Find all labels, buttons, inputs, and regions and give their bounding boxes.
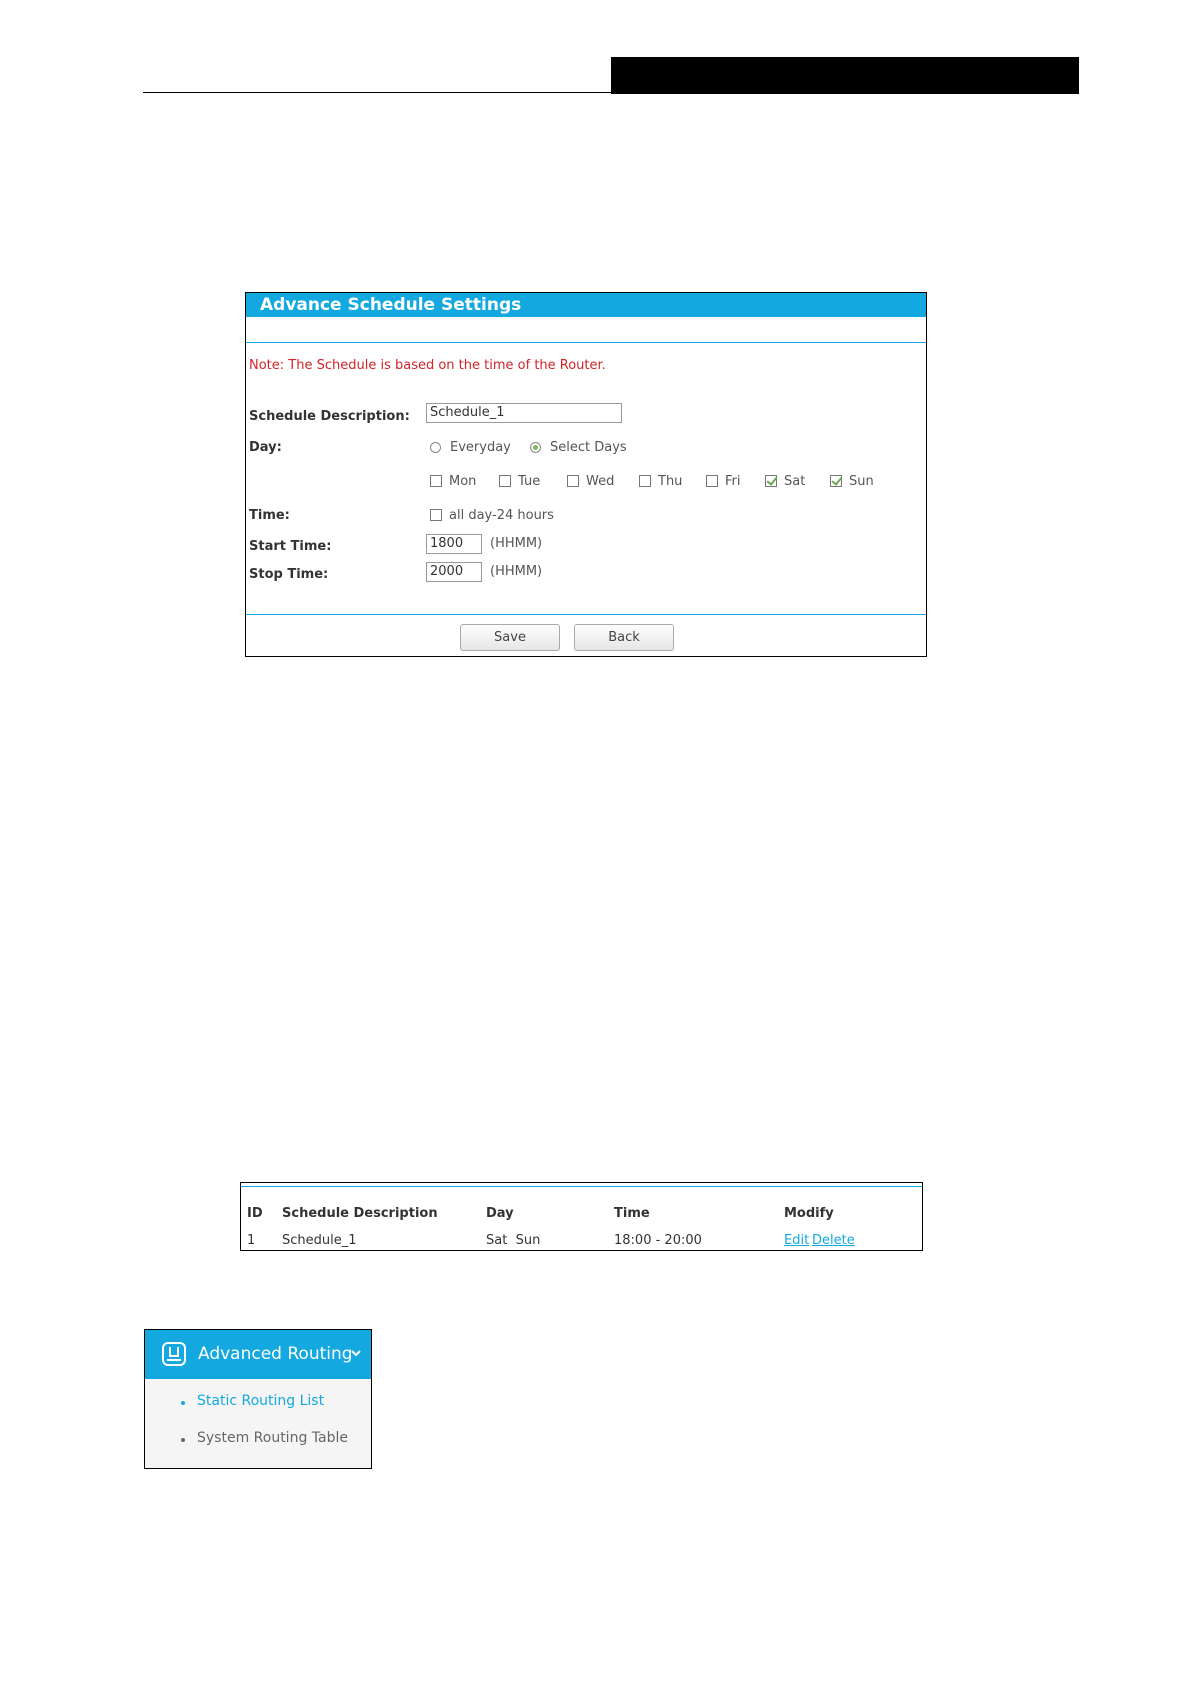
col-header-modify: Modify — [784, 1206, 834, 1221]
start-time-label: Start Time: — [249, 539, 332, 554]
routing-icon — [162, 1342, 186, 1366]
sat-checkbox[interactable] — [765, 475, 777, 487]
advanced-routing-menu — [144, 1329, 372, 1469]
fri-checkbox[interactable] — [706, 475, 718, 487]
schedule-note: Note: The Schedule is based on the time of the Router. — [249, 358, 606, 373]
menu-title: Advanced Routing — [198, 1344, 353, 1364]
back-button[interactable]: Back — [574, 624, 674, 651]
day-label: Day: — [249, 440, 282, 455]
allday-label: all day-24 hours — [449, 508, 554, 523]
edit-link[interactable]: Edit — [784, 1233, 810, 1248]
select-days-radio[interactable] — [530, 442, 541, 453]
row-id: 1 — [247, 1233, 256, 1248]
footer-divider — [246, 614, 926, 615]
tue-checkbox[interactable] — [499, 475, 511, 487]
chevron-down-icon — [351, 1348, 361, 1358]
menu-header[interactable] — [145, 1330, 371, 1379]
table-top-rule — [241, 1186, 922, 1187]
everyday-radio[interactable] — [430, 442, 441, 453]
menu-item-system-routing-table[interactable]: System Routing Table — [197, 1430, 348, 1446]
sun-checkbox[interactable] — [830, 475, 842, 487]
thu-checkbox[interactable] — [639, 475, 651, 487]
row-day: Sat Sun — [486, 1233, 541, 1248]
sat-label: Sat — [784, 474, 806, 489]
allday-checkbox[interactable] — [430, 509, 442, 521]
menu-item-static-routing-list[interactable]: Static Routing List — [197, 1393, 325, 1409]
row-description: Schedule_1 — [282, 1233, 357, 1248]
tue-label: Tue — [518, 474, 541, 489]
fri-label: Fri — [725, 474, 741, 489]
stop-time-label: Stop Time: — [249, 567, 329, 582]
save-button[interactable]: Save — [460, 624, 560, 651]
wed-label: Wed — [586, 474, 615, 489]
title-divider — [246, 342, 926, 343]
header-rule — [143, 92, 1079, 93]
bullet-icon — [181, 1401, 185, 1405]
col-header-day: Day — [486, 1206, 514, 1221]
thu-label: Thu — [658, 474, 683, 489]
panel-title: Advance Schedule Settings — [246, 293, 926, 317]
sun-label: Sun — [849, 474, 874, 489]
select-days-label: Select Days — [550, 440, 627, 455]
everyday-label: Everyday — [450, 440, 511, 455]
time-label: Time: — [249, 508, 290, 523]
wed-checkbox[interactable] — [567, 475, 579, 487]
col-header-id: ID — [247, 1206, 263, 1221]
advance-schedule-settings-panel — [245, 292, 927, 657]
delete-link[interactable]: Delete — [812, 1233, 855, 1248]
start-time-input[interactable]: 1800 — [426, 534, 482, 554]
schedule-list-table — [240, 1182, 923, 1251]
schedule-description-input[interactable]: Schedule_1 — [426, 403, 622, 423]
col-header-description: Schedule Description — [282, 1206, 438, 1221]
mon-checkbox[interactable] — [430, 475, 442, 487]
bullet-icon — [181, 1438, 185, 1442]
stop-time-input[interactable]: 2000 — [426, 562, 482, 582]
description-label: Schedule Description: — [249, 409, 410, 424]
start-format-hint: (HHMM) — [490, 536, 543, 551]
stop-format-hint: (HHMM) — [490, 564, 543, 579]
col-header-time: Time — [614, 1206, 650, 1221]
mon-label: Mon — [449, 474, 477, 489]
header-bar — [611, 57, 1079, 94]
row-time: 18:00 - 20:00 — [614, 1233, 702, 1248]
